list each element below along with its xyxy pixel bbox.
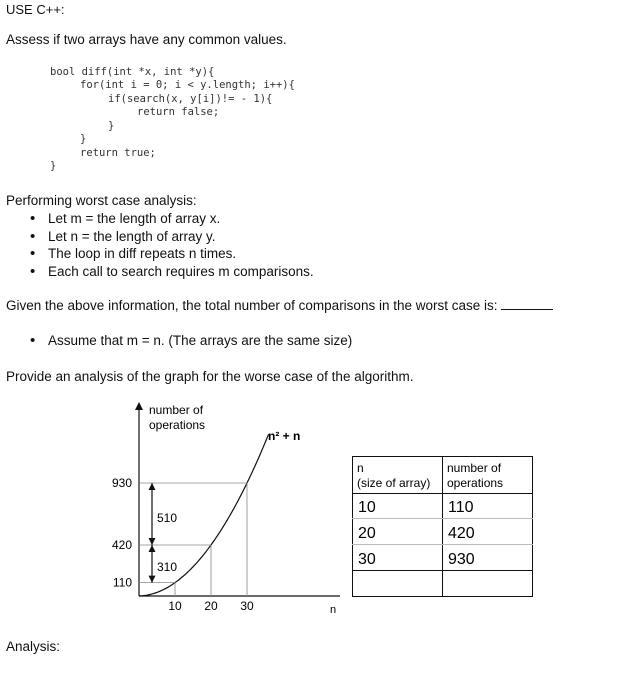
arrow-head (149, 483, 156, 490)
list-item: • Assume that m = n. (The arrays are the same size) (26, 332, 352, 350)
diff-label: 510 (157, 511, 178, 525)
x-tick-label: 30 (240, 599, 254, 613)
table-header: operations (447, 476, 504, 490)
answer-blank (501, 299, 553, 310)
arrow-head (149, 545, 156, 552)
code-line: bool diff(int *x, int *y){ (50, 66, 215, 78)
table-cell: 110 (448, 499, 474, 516)
graph-prompt: Provide an analysis of the graph for the worse case of the algorithm. (6, 369, 414, 384)
assumption-list (26, 332, 352, 350)
table-header: (size of array) (357, 476, 431, 490)
table-cell: 930 (448, 551, 475, 568)
x-tick-label: 10 (168, 599, 182, 613)
bullet-list (26, 210, 314, 280)
code-line: } (108, 120, 115, 132)
y-tick-label: 930 (111, 476, 132, 491)
diff-label: 310 (157, 560, 178, 574)
analysis-label: Analysis: (6, 639, 61, 654)
code-line: } (50, 160, 57, 172)
arrow-head (149, 576, 156, 583)
code-line: } (80, 133, 87, 145)
table-cell: 420 (448, 525, 475, 542)
y-tick-label: 420 (111, 537, 132, 552)
curve-label: n² + n (268, 429, 301, 443)
code-line: if(search(x, y[i])!= - 1){ (108, 93, 273, 105)
list-item: • The loop in diff repeats n times. (26, 245, 314, 263)
table-cell: 30 (358, 551, 376, 568)
table-cell: 20 (358, 525, 376, 542)
complexity-chart (0, 400, 360, 625)
y-axis-label: number of (149, 403, 204, 417)
list-item: • Let m = the length of array x. (26, 210, 314, 228)
table-header: number of (447, 461, 502, 475)
header-text: USE C++: (6, 2, 65, 17)
code-line: return true; (80, 147, 156, 159)
table-cell: 10 (358, 499, 376, 516)
analysis-intro: Performing worst case analysis: (6, 193, 197, 208)
x-tick-label: 20 (204, 599, 218, 613)
code-line: for(int i = 0; i < y.length; i++){ (80, 79, 295, 91)
list-item: • Let n = the length of array y. (26, 228, 314, 246)
values-table (352, 456, 534, 598)
x-axis-label: n (330, 604, 337, 616)
y-axis-label: operations (149, 418, 206, 432)
y-tick-label: 110 (112, 575, 132, 590)
question-label: Given the above information, the total number of comparisons in the worst case is: (6, 298, 498, 313)
code-line: return false; (137, 106, 220, 118)
question-text (6, 298, 553, 313)
table-header: n (357, 461, 364, 475)
arrow-head (149, 538, 156, 545)
task-text: Assess if two arrays have any common values. (6, 32, 287, 47)
list-item: • Each call to search requires m comparisons. (26, 263, 314, 281)
